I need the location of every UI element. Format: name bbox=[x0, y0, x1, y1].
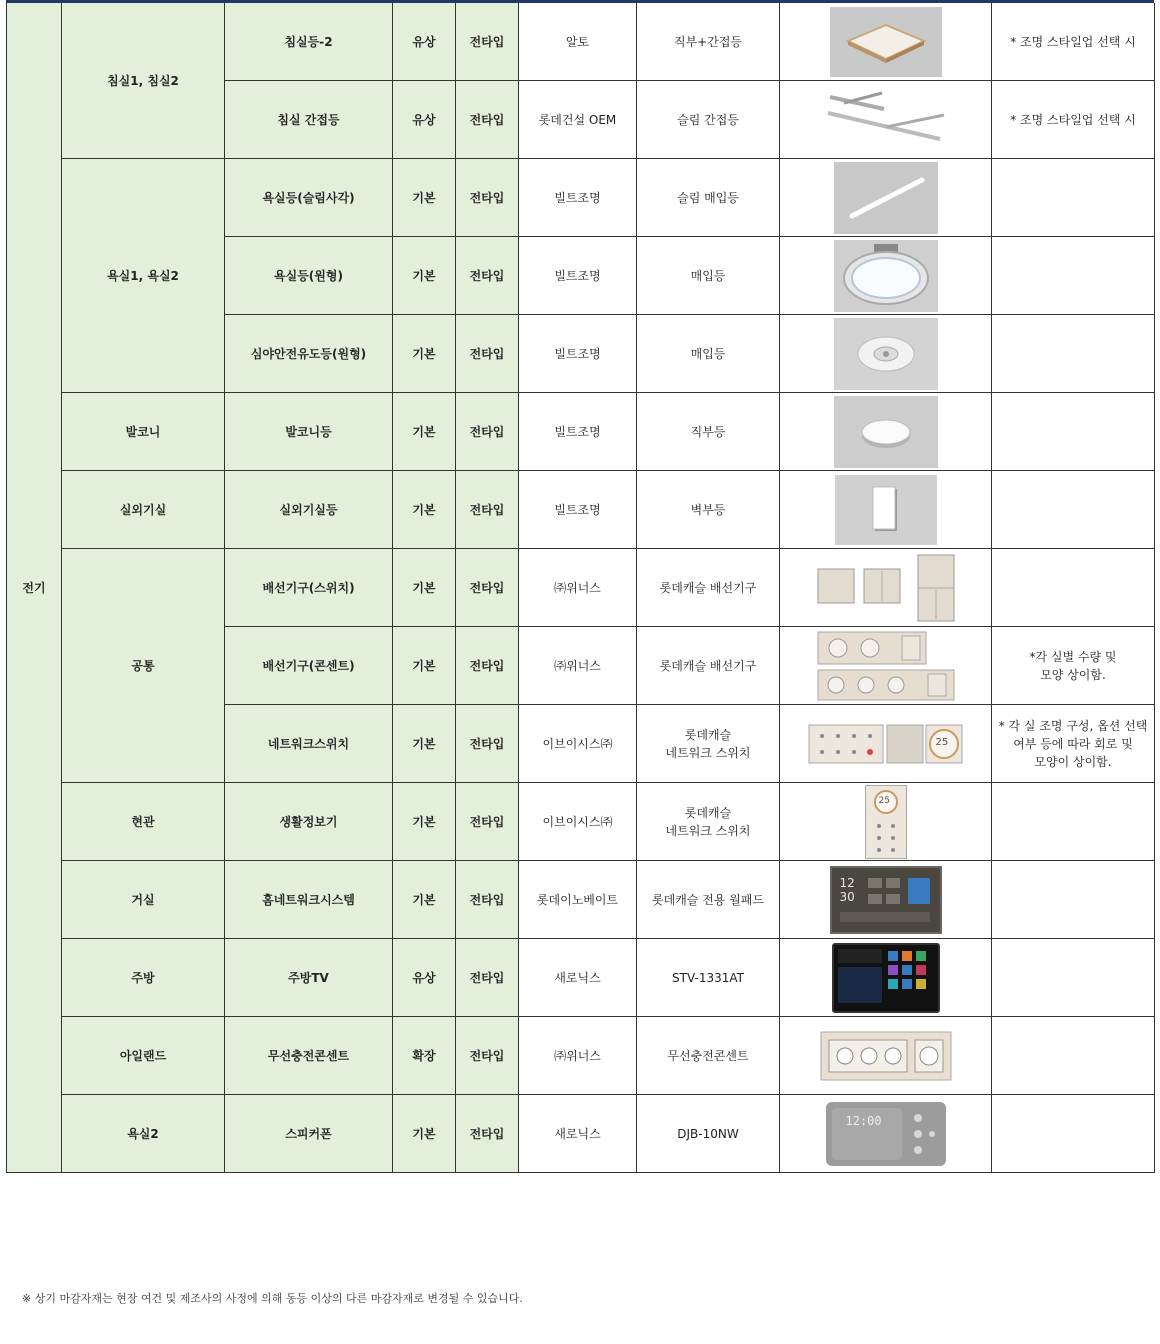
spec-cell: 매입등 bbox=[637, 315, 780, 393]
spec-cell: 롯데캐슬 배선기구 bbox=[637, 627, 780, 705]
note-cell bbox=[992, 861, 1155, 939]
spec-cell: STV-1331AT bbox=[637, 939, 780, 1017]
wall-outlets-icon bbox=[816, 630, 956, 702]
spec-cell: 롯데캐슬 네트워크 스위치 bbox=[637, 783, 780, 861]
product-image-cell bbox=[780, 3, 992, 81]
grade-cell: 확장 bbox=[393, 1017, 456, 1095]
room-cell: 거실 bbox=[62, 861, 225, 939]
maker-cell: 빌트조명 bbox=[519, 159, 637, 237]
table-row bbox=[7, 1095, 1155, 1173]
maker-cell: 롯데이노베이트 bbox=[519, 861, 637, 939]
note-cell: * 조명 스타일업 선택 시 bbox=[992, 81, 1155, 159]
wallpad-icon bbox=[830, 866, 942, 934]
note-cell: *각 실별 수량 및 모양 상이함. bbox=[992, 627, 1155, 705]
item-name: 주방TV bbox=[225, 939, 393, 1017]
type-cell: 전타입 bbox=[456, 1095, 519, 1173]
note-cell bbox=[992, 939, 1155, 1017]
maker-cell: 새로닉스 bbox=[519, 1095, 637, 1173]
type-cell: 전타입 bbox=[456, 3, 519, 81]
item-name: 배선기구(콘센트) bbox=[225, 627, 393, 705]
item-name: 실외기실등 bbox=[225, 471, 393, 549]
item-name: 생활정보기 bbox=[225, 783, 393, 861]
type-cell: 전타입 bbox=[456, 783, 519, 861]
speakerphone-icon bbox=[826, 1102, 946, 1166]
table-row bbox=[7, 549, 1155, 627]
room-cell: 욕실2 bbox=[62, 1095, 225, 1173]
product-image-cell bbox=[780, 237, 992, 315]
room-cell: 욕실1, 욕실2 bbox=[62, 159, 225, 393]
note-cell bbox=[992, 471, 1155, 549]
note-cell bbox=[992, 315, 1155, 393]
table-row bbox=[7, 783, 1155, 861]
type-cell: 전타입 bbox=[456, 471, 519, 549]
wallpad-hour: 12 bbox=[839, 875, 855, 890]
note-cell bbox=[992, 1017, 1155, 1095]
maker-cell: 롯데건설 OEM bbox=[519, 81, 637, 159]
room-cell: 현관 bbox=[62, 783, 225, 861]
maker-cell: ㈜위너스 bbox=[519, 549, 637, 627]
kitchen-tv-icon bbox=[832, 943, 940, 1013]
network-switch-panel-icon bbox=[808, 722, 964, 766]
grade-cell: 기본 bbox=[393, 783, 456, 861]
item-name: 발코니등 bbox=[225, 393, 393, 471]
item-name: 욕실등(원형) bbox=[225, 237, 393, 315]
table-row bbox=[7, 1017, 1155, 1095]
product-image-cell bbox=[780, 549, 992, 627]
spec-cell: 롯데캐슬 배선기구 bbox=[637, 549, 780, 627]
room-cell: 주방 bbox=[62, 939, 225, 1017]
round-ceiling-light-icon bbox=[834, 396, 938, 468]
maker-cell: 이브이시스㈜ bbox=[519, 705, 637, 783]
wallpad-minute: 30 bbox=[839, 889, 855, 904]
spec-cell: 매입등 bbox=[637, 237, 780, 315]
spec-cell: 슬림 매입등 bbox=[637, 159, 780, 237]
item-name: 침실 간접등 bbox=[225, 81, 393, 159]
type-cell: 전타입 bbox=[456, 549, 519, 627]
note-cell: * 각 실 조명 구성, 옵션 선택 여부 등에 따라 회로 및 모양이 상이함. bbox=[992, 705, 1155, 783]
category-cell: 전기 bbox=[7, 3, 62, 1173]
type-cell: 전타입 bbox=[456, 939, 519, 1017]
note-cell bbox=[992, 783, 1155, 861]
product-image-cell bbox=[780, 471, 992, 549]
table-row bbox=[7, 861, 1155, 939]
grade-cell: 기본 bbox=[393, 1095, 456, 1173]
square-ceiling-light-icon bbox=[830, 7, 942, 77]
item-name: 침실등-2 bbox=[225, 3, 393, 81]
product-image-cell bbox=[780, 393, 992, 471]
room-cell: 아일랜드 bbox=[62, 1017, 225, 1095]
note-cell bbox=[992, 393, 1155, 471]
item-name: 심야안전유도등(원형) bbox=[225, 315, 393, 393]
table-row bbox=[7, 471, 1155, 549]
speakerphone-clock: 12:00 bbox=[845, 1113, 882, 1128]
table-row bbox=[7, 159, 1155, 237]
item-name: 네트워크스위치 bbox=[225, 705, 393, 783]
note-cell bbox=[992, 237, 1155, 315]
grade-cell: 기본 bbox=[393, 705, 456, 783]
wall-light-icon bbox=[835, 475, 937, 545]
grade-cell: 유상 bbox=[393, 3, 456, 81]
product-image-cell bbox=[780, 939, 992, 1017]
note-cell bbox=[992, 549, 1155, 627]
room-cell: 침실1, 침실2 bbox=[62, 3, 225, 159]
round-downlight-icon bbox=[834, 240, 938, 312]
spec-cell: 슬림 간접등 bbox=[637, 81, 780, 159]
product-image-cell bbox=[780, 159, 992, 237]
maker-cell: 빌트조명 bbox=[519, 471, 637, 549]
product-image-cell bbox=[780, 783, 992, 861]
maker-cell: 빌트조명 bbox=[519, 237, 637, 315]
note-cell: * 조명 스타일업 선택 시 bbox=[992, 3, 1155, 81]
maker-cell: 빌트조명 bbox=[519, 315, 637, 393]
wall-switches-icon bbox=[816, 553, 956, 623]
item-name: 스피커폰 bbox=[225, 1095, 393, 1173]
grade-cell: 기본 bbox=[393, 627, 456, 705]
item-name: 욕실등(슬림사각) bbox=[225, 159, 393, 237]
spec-cell: 직부등 bbox=[637, 393, 780, 471]
note-cell bbox=[992, 1095, 1155, 1173]
room-cell: 공통 bbox=[62, 549, 225, 783]
grade-cell: 유상 bbox=[393, 939, 456, 1017]
wireless-charging-outlet-icon bbox=[819, 1030, 953, 1082]
product-image-cell bbox=[780, 705, 992, 783]
type-cell: 전타입 bbox=[456, 393, 519, 471]
spec-cell: 무선충전콘센트 bbox=[637, 1017, 780, 1095]
spec-cell: 직부+간접등 bbox=[637, 3, 780, 81]
grade-cell: 기본 bbox=[393, 549, 456, 627]
note-cell bbox=[992, 159, 1155, 237]
table-row bbox=[7, 3, 1155, 81]
type-cell: 전타입 bbox=[456, 705, 519, 783]
info-panel-temp: 25 bbox=[878, 795, 890, 806]
grade-cell: 기본 bbox=[393, 315, 456, 393]
grade-cell: 기본 bbox=[393, 237, 456, 315]
footer-disclaimer: ※ 상기 마감자재는 현장 여건 및 제조사의 사정에 의해 동등 이상의 다른 마감자재로 변경될 수 있습니다. bbox=[22, 1292, 523, 1305]
table-row bbox=[7, 393, 1155, 471]
info-panel-icon bbox=[865, 785, 907, 859]
type-cell: 전타입 bbox=[456, 1017, 519, 1095]
type-cell: 전타입 bbox=[456, 159, 519, 237]
slim-linear-light-icon bbox=[834, 162, 938, 234]
maker-cell: ㈜위너스 bbox=[519, 1017, 637, 1095]
round-guide-light-icon bbox=[834, 318, 938, 390]
type-cell: 전타입 bbox=[456, 237, 519, 315]
grade-cell: 기본 bbox=[393, 471, 456, 549]
item-name: 무선충전콘센트 bbox=[225, 1017, 393, 1095]
grade-cell: 유상 bbox=[393, 81, 456, 159]
spec-cell: DJB-10NW bbox=[637, 1095, 780, 1173]
spec-cell: 벽부등 bbox=[637, 471, 780, 549]
grade-cell: 기본 bbox=[393, 861, 456, 939]
product-image-cell bbox=[780, 81, 992, 159]
maker-cell: 새로닉스 bbox=[519, 939, 637, 1017]
product-image-cell bbox=[780, 1095, 992, 1173]
room-cell: 발코니 bbox=[62, 393, 225, 471]
type-cell: 전타입 bbox=[456, 627, 519, 705]
item-name: 홈네트워크시스템 bbox=[225, 861, 393, 939]
spec-cell: 롯데캐슬 전용 월패드 bbox=[637, 861, 780, 939]
product-image-cell bbox=[780, 1017, 992, 1095]
product-image-cell bbox=[780, 861, 992, 939]
linear-light-bars-icon bbox=[824, 87, 948, 153]
finish-materials-table bbox=[6, 3, 1155, 1173]
maker-cell: ㈜위너스 bbox=[519, 627, 637, 705]
product-image-cell bbox=[780, 315, 992, 393]
maker-cell: 이브이시스㈜ bbox=[519, 783, 637, 861]
grade-cell: 기본 bbox=[393, 393, 456, 471]
grade-cell: 기본 bbox=[393, 159, 456, 237]
spec-cell: 롯데캐슬 네트워크 스위치 bbox=[637, 705, 780, 783]
type-cell: 전타입 bbox=[456, 315, 519, 393]
maker-cell: 알토 bbox=[519, 3, 637, 81]
maker-cell: 빌트조명 bbox=[519, 393, 637, 471]
type-cell: 전타입 bbox=[456, 861, 519, 939]
item-name: 배선기구(스위치) bbox=[225, 549, 393, 627]
type-cell: 전타입 bbox=[456, 81, 519, 159]
product-image-cell bbox=[780, 627, 992, 705]
thermostat-temp: 25 bbox=[935, 736, 949, 748]
room-cell: 실외기실 bbox=[62, 471, 225, 549]
table-row bbox=[7, 939, 1155, 1017]
